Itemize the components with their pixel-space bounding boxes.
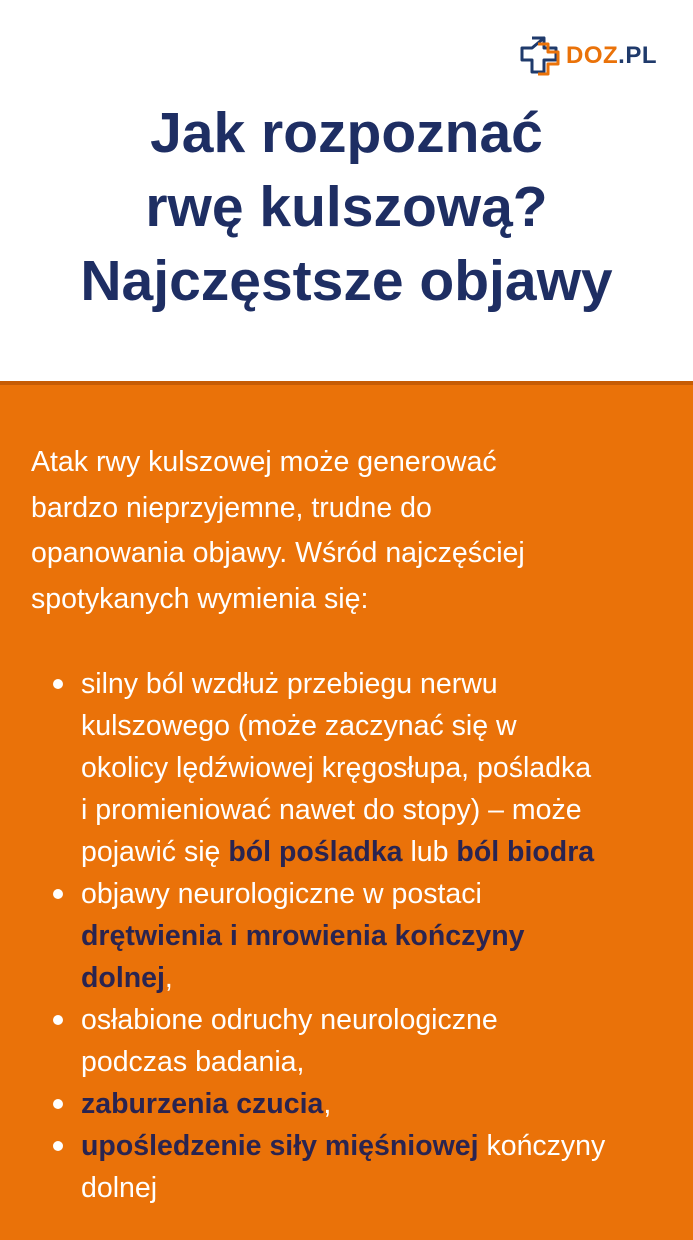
list-item: [0, 663, 693, 873]
item-text: pojawić się: [81, 836, 229, 868]
item-text: ,: [323, 1088, 332, 1120]
list-item: [0, 1083, 693, 1125]
title-line-2: rwę kulszową?: [145, 175, 548, 239]
bullet-icon: [53, 1015, 63, 1025]
item-line: kulszowego (może zaczynać się w: [81, 710, 517, 742]
item-text: lub: [402, 836, 457, 868]
bullet-icon: [53, 1141, 63, 1151]
highlight-hip-pain: ból biodra: [456, 836, 595, 868]
list-item: [0, 873, 693, 999]
page-title: [0, 96, 693, 318]
item-line: [81, 831, 693, 873]
item-text: ,: [164, 962, 173, 994]
highlight-buttock-pain: ból pośladka: [228, 836, 403, 868]
item-line: [81, 1125, 693, 1167]
intro-line: bardzo nieprzyjemne, trudne do: [31, 491, 432, 524]
list-item: [0, 999, 693, 1083]
intro-line: opanowania objawy. Wśród najczęściej: [31, 537, 525, 569]
item-text: kończyny: [478, 1130, 606, 1162]
item-line: objawy neurologiczne w postaci: [81, 878, 482, 910]
item-line: dolnej: [81, 1172, 158, 1204]
bullet-icon: [53, 889, 63, 899]
intro-paragraph: [31, 440, 671, 622]
highlight-muscle-weakness: upośledzenie siły mięśniowej: [81, 1130, 479, 1162]
title-line-3: Najczęstsze objawy: [80, 249, 613, 313]
medical-cross-icon: [518, 36, 562, 76]
highlight-numbness: drętwienia i mrowienia kończyny: [81, 920, 525, 952]
highlight-sensory-disorder: zaburzenia czucia: [81, 1088, 324, 1120]
intro-line: spotykanych wymienia się:: [31, 582, 369, 615]
section-divider: [0, 381, 693, 385]
logo-doz: DOZ: [566, 42, 619, 69]
symptoms-list: [0, 663, 693, 1209]
item-line: podczas badania,: [81, 1046, 305, 1078]
doz-logo[interactable]: [518, 36, 657, 76]
item-line: silny ból wzdłuż przebiegu nerwu: [81, 668, 498, 700]
logo-text: [566, 42, 657, 70]
item-line: osłabione odruchy neurologiczne: [81, 1004, 498, 1036]
bullet-icon: [53, 1099, 63, 1109]
item-line: [81, 1083, 693, 1125]
list-item: [0, 1125, 693, 1209]
intro-line: Atak rwy kulszowej może generować: [31, 446, 497, 478]
highlight-numbness-end: dolnej: [81, 962, 165, 994]
title-line-1: Jak rozpoznać: [150, 101, 543, 165]
item-line: [81, 957, 693, 999]
item-line: okolicy lędźwiowej kręgosłupa, pośladka: [81, 752, 592, 784]
item-line: i promieniować nawet do stopy) – może: [81, 794, 582, 826]
logo-pl: .PL: [618, 42, 658, 69]
bullet-icon: [53, 679, 63, 689]
